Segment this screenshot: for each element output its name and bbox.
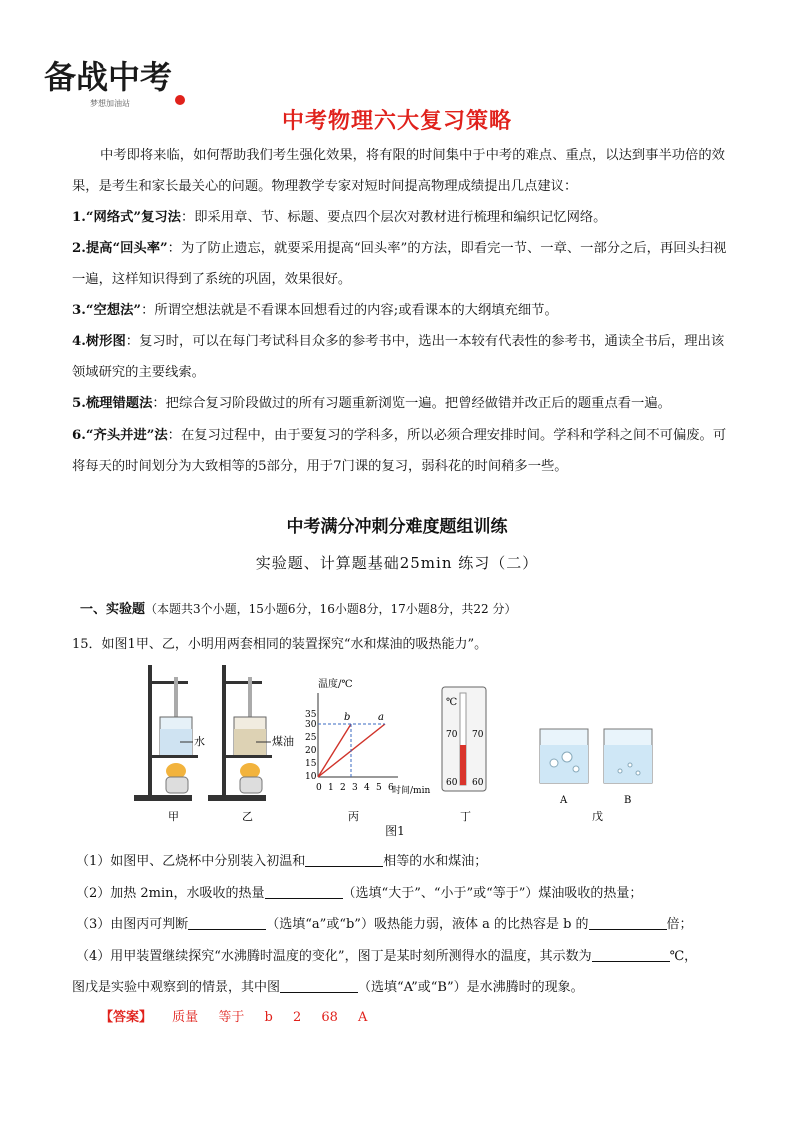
answer-blank[interactable] — [589, 915, 667, 930]
logo — [40, 48, 200, 110]
graph-ylabel: 温度/℃ — [318, 679, 353, 690]
graph-bing — [305, 677, 430, 796]
svg-text:60: 60 — [472, 778, 484, 788]
answer-value: b — [264, 1010, 273, 1025]
svg-text:℃: ℃ — [446, 697, 458, 708]
svg-text:戊: 戊 — [592, 810, 603, 823]
section-title: 中考满分冲刺分难度题组训练 — [286, 517, 508, 537]
oil-label: 煤油 — [272, 735, 294, 748]
graph-xlabel: 时间/min — [392, 786, 431, 796]
answer-blank[interactable] — [305, 852, 383, 867]
answer-label: 【答案】 — [100, 1010, 153, 1025]
answer-blank[interactable] — [592, 947, 670, 962]
svg-text:b: b — [344, 712, 351, 723]
svg-text:10: 10 — [305, 772, 317, 782]
strategy-2 — [72, 233, 732, 295]
figure-caption: 图1 — [385, 824, 405, 838]
strategy-5 — [72, 388, 732, 419]
logo-subtext: 梦想加油站 — [90, 99, 130, 108]
subquestion-4-cont: 图戊是实验中观察到的情景，其中图 （选填“A”或“B”）是水沸腾时的现象。 — [72, 980, 584, 995]
strategy-4 — [72, 326, 732, 388]
strategy-1-label: 1.“网络式”复习法 — [72, 210, 181, 225]
strategy-4-text: ：复习时，可以在每门考试科目众多的参考书中，选出一本较有代表性的参考书，通读全书后，理出该领域研究的主要线索。 — [72, 334, 725, 380]
svg-text:20: 20 — [305, 746, 317, 756]
svg-text:4: 4 — [364, 783, 370, 793]
question-15: 15．如图1甲、乙，小明用两套相同的装置探究“水和煤油的吸热能力”。 — [72, 637, 488, 652]
answer-value: 质量 — [172, 1010, 199, 1025]
svg-text:15: 15 — [305, 759, 317, 769]
strategy-1 — [72, 202, 732, 233]
answer-line — [100, 1006, 383, 1025]
svg-text:35: 35 — [305, 710, 317, 720]
strategy-6 — [72, 420, 732, 482]
svg-text:甲: 甲 — [168, 810, 179, 823]
mercury-column — [460, 745, 466, 785]
section-subtitle: 实验题、计算题基础25min 练习（二） — [255, 554, 539, 572]
svg-text:丙: 丙 — [348, 810, 359, 823]
strategy-1-text: ：即采用章、节、标题、要点四个层次对教材进行梳理和编织记忆网络。 — [180, 210, 607, 225]
svg-text:60: 60 — [446, 778, 458, 788]
strategy-5-text: ：把综合复习阶段做过的所有习题重新浏览一遍。把曾经做错并改正后的题重点看一遍。 — [152, 396, 671, 411]
svg-text:2: 2 — [340, 783, 346, 793]
part-header — [80, 598, 516, 617]
answer-value: 2 — [292, 1010, 302, 1025]
subquestion-3: （3）由图丙可判断 （选填“a”或“b”）吸热能力弱，液体 a 的比热容是 b 的 倍； — [76, 917, 693, 932]
line-b — [318, 724, 351, 777]
figure-1 — [130, 665, 670, 835]
strategy-3-text: ：所谓空想法就是不看课本回想看过的内容;或看课本的大纲填充细节。 — [141, 303, 558, 318]
answer-blank[interactable] — [265, 884, 343, 899]
svg-text:B: B — [624, 795, 632, 806]
answer-value: A — [358, 1010, 368, 1025]
apparatus-jia — [134, 665, 198, 801]
svg-text:0: 0 — [316, 783, 322, 793]
thermometer-ding — [442, 687, 486, 791]
answer-value: 68 — [321, 1010, 338, 1025]
subquestion-1: （1）如图甲、乙烧杯中分别装入初温和 相等的水和煤油； — [76, 854, 488, 869]
page-title: 中考物理六大复习策略 — [281, 109, 512, 134]
svg-text:3: 3 — [352, 783, 358, 793]
svg-text:70: 70 — [472, 730, 484, 740]
svg-text:70: 70 — [446, 730, 458, 740]
svg-text:30: 30 — [305, 720, 317, 730]
answer-blank[interactable] — [280, 978, 358, 993]
svg-text:6: 6 — [388, 783, 394, 793]
svg-text:a: a — [378, 712, 384, 723]
intro-paragraph: 中考即将来临，如何帮助我们考生强化效果，将有限的时间集中于中考的难点、重点，以达到事半功倍的效果，是考生和家长最关心的问题。物理教学专家对短时间提高物理成绩提出几点建议： — [72, 148, 725, 194]
strategy-6-label: 6.“齐头并进”法 — [72, 428, 168, 443]
strategy-2-label: 2.提高“回头率” — [72, 241, 168, 256]
strategy-3-label: 3.“空想法” — [72, 303, 142, 318]
part-note: （本题共3个小题，15小题6分，16小题8分，17小题8分，共22 分） — [145, 602, 517, 616]
svg-text:5: 5 — [376, 783, 382, 793]
part-label: 一、实验题 — [80, 602, 146, 617]
svg-text:25: 25 — [305, 733, 317, 743]
strategy-3 — [72, 295, 732, 326]
logo-text: 备战中考 — [44, 58, 173, 96]
strategy-6-text: ：在复习过程中，由于要复习的学科多，所以必须合理安排时间。学科和学科之间不可偏废。可将每天的时间划分为大致相等的5部分，用于7门课的复习，弱科花的时间稍多一些。 — [72, 428, 727, 474]
beakers-wu — [540, 729, 652, 806]
svg-text:丁: 丁 — [460, 810, 471, 823]
subquestion-2: （2）加热 2min，水吸收的热量 （选填“大于”、“小于”或“等于”）煤油吸收的热量； — [76, 886, 643, 901]
svg-text:A: A — [560, 795, 568, 806]
answer-blank[interactable] — [188, 915, 266, 930]
svg-text:乙: 乙 — [242, 810, 253, 823]
strategy-5-label: 5.梳理错题法 — [72, 396, 153, 411]
water-label: 水 — [194, 735, 205, 748]
subquestion-4: （4）用甲装置继续探究“水沸腾时温度的变化”，图丁是某时刻所测得水的温度，其示数为 ℃， — [76, 949, 698, 964]
answer-value: 等于 — [218, 1010, 245, 1025]
strategy-4-label: 4.树形图 — [72, 334, 126, 349]
strategy-2-text: ：为了防止遗忘，就要采用提高“回头率”的方法，即看完一节、一章、一部分之后，再回头扫视一遍，这样知识得到了系统的巩固，效果很好。 — [72, 241, 727, 287]
apparatus-yi — [208, 665, 272, 801]
svg-text:1: 1 — [328, 783, 334, 793]
